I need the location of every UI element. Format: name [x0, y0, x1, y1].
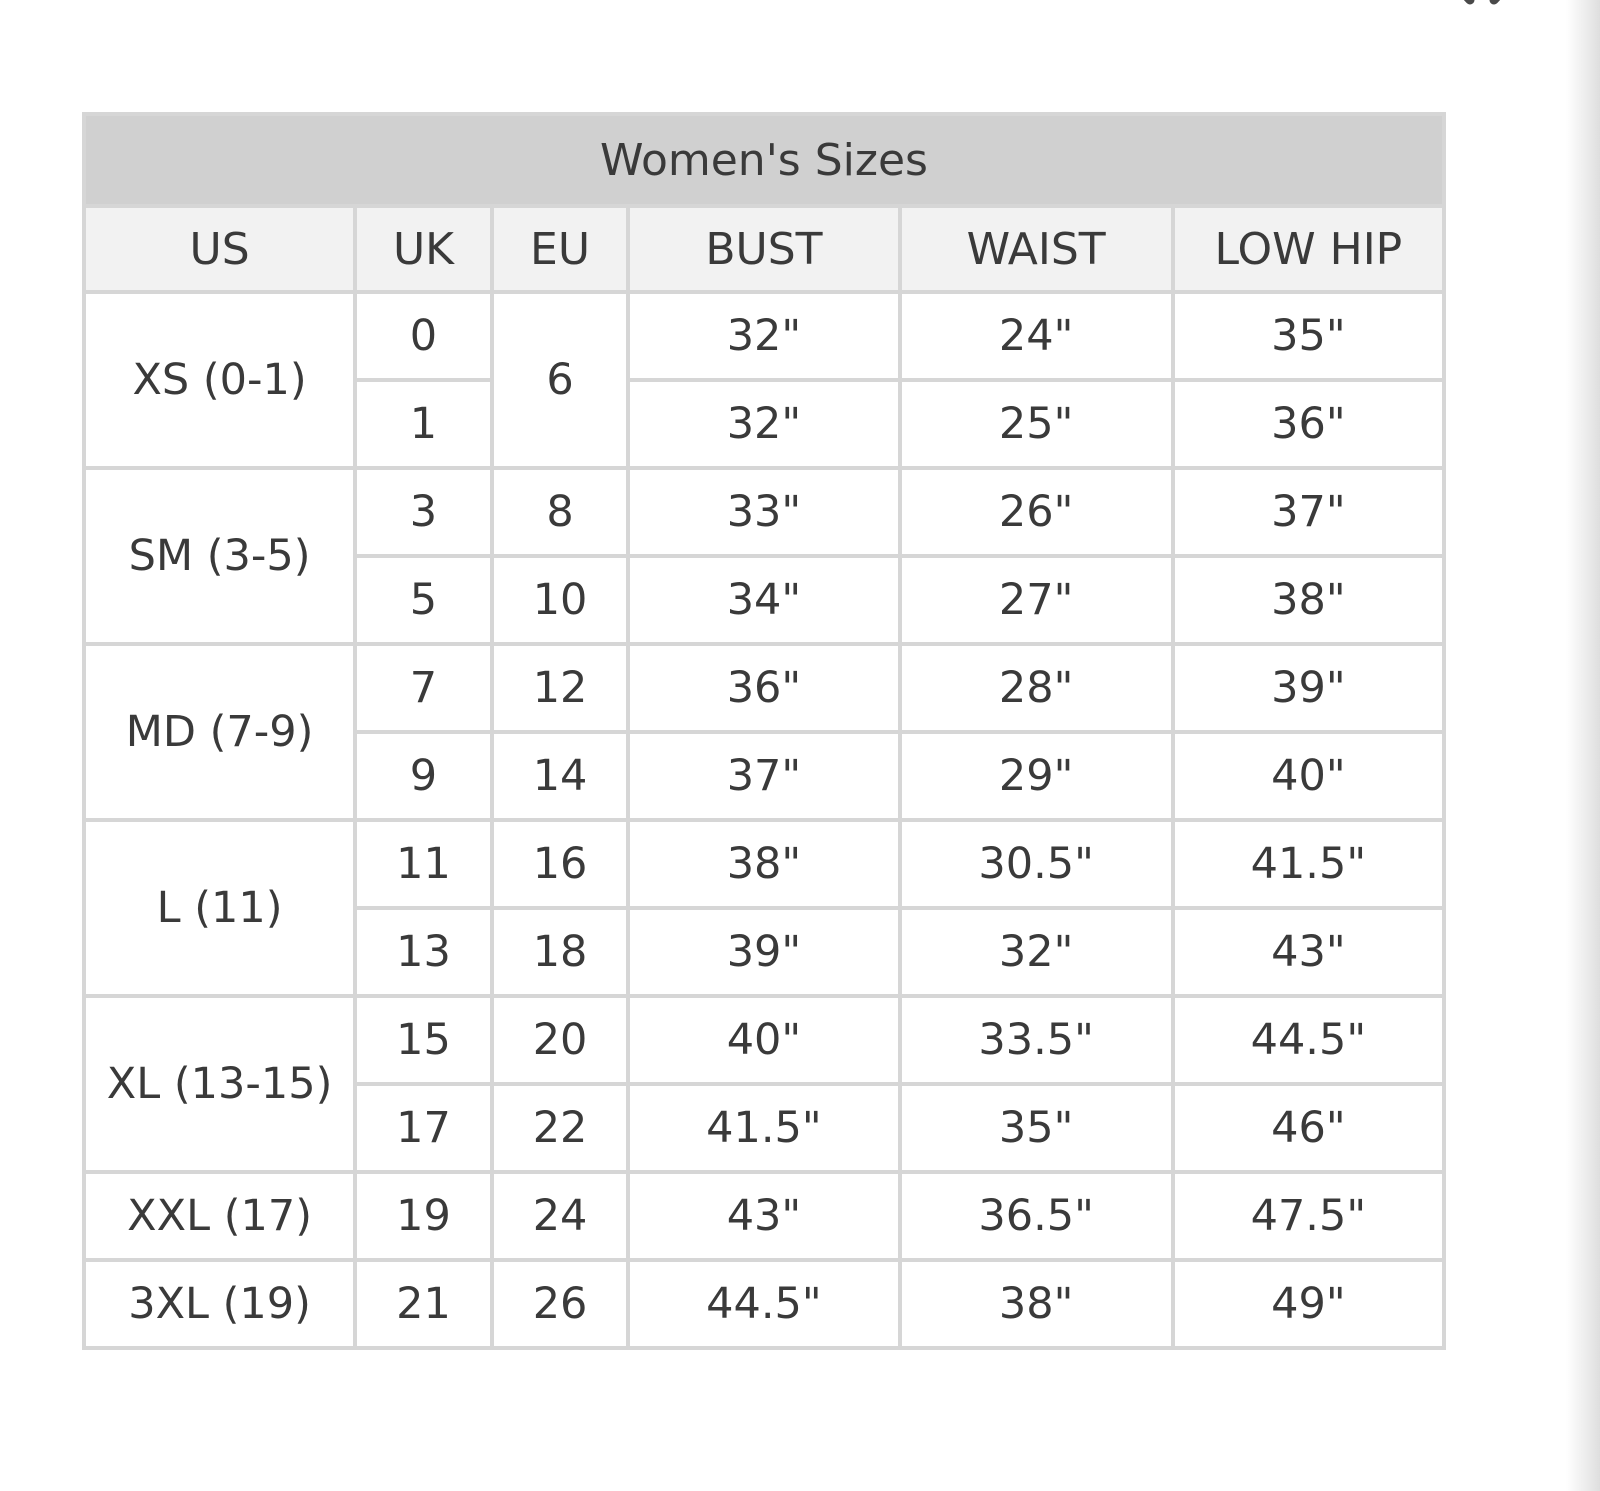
cell-bust: 41.5": [628, 1084, 899, 1172]
cell-bust: 40": [628, 996, 899, 1084]
cell-low-hip: 46": [1173, 1084, 1444, 1172]
cell-eu: 6: [492, 292, 629, 468]
column-header-eu: EU: [492, 206, 629, 292]
cell-uk: 5: [355, 556, 492, 644]
cell-waist: 36.5": [900, 1172, 1173, 1260]
cell-waist: 29": [900, 732, 1173, 820]
cell-us: MD (7-9): [84, 644, 355, 820]
cell-waist: 26": [900, 468, 1173, 556]
cell-waist: 30.5": [900, 820, 1173, 908]
cell-uk: 3: [355, 468, 492, 556]
cell-bust: 33": [628, 468, 899, 556]
cell-waist: 32": [900, 908, 1173, 996]
cell-uk: 19: [355, 1172, 492, 1260]
cell-bust: 32": [628, 380, 899, 468]
cell-us: SM (3-5): [84, 468, 355, 644]
cell-uk: 1: [355, 380, 492, 468]
cell-uk: 0: [355, 292, 492, 380]
cell-uk: 13: [355, 908, 492, 996]
cell-uk: 7: [355, 644, 492, 732]
cell-eu: 12: [492, 644, 629, 732]
cell-eu: 22: [492, 1084, 629, 1172]
cell-low-hip: 47.5": [1173, 1172, 1444, 1260]
table-row: [84, 996, 1444, 1084]
cell-eu: 10: [492, 556, 629, 644]
cell-low-hip: 44.5": [1173, 996, 1444, 1084]
page-edge-shadow: [1566, 0, 1600, 1491]
column-header-bust: BUST: [628, 206, 899, 292]
table-row: [84, 820, 1444, 908]
table-row: [84, 1172, 1444, 1260]
cell-waist: 24": [900, 292, 1173, 380]
cell-bust: 34": [628, 556, 899, 644]
cell-bust: 44.5": [628, 1260, 899, 1348]
cell-us: XL (13-15): [84, 996, 355, 1172]
header-row: [84, 206, 1444, 292]
table-row: [84, 292, 1444, 380]
column-header-us: US: [84, 206, 355, 292]
cell-waist: 27": [900, 556, 1173, 644]
cell-waist: 25": [900, 380, 1173, 468]
size-chart-table: [82, 112, 1446, 1350]
table-row: [84, 644, 1444, 732]
cell-low-hip: 41.5": [1173, 820, 1444, 908]
cell-us: 3XL (19): [84, 1260, 355, 1348]
column-header-waist: WAIST: [900, 206, 1173, 292]
cell-low-hip: 36": [1173, 380, 1444, 468]
column-header-uk: UK: [355, 206, 492, 292]
cell-eu: 20: [492, 996, 629, 1084]
cell-bust: 43": [628, 1172, 899, 1260]
cell-us: XS (0-1): [84, 292, 355, 468]
cell-low-hip: 38": [1173, 556, 1444, 644]
close-icon[interactable]: [1440, 0, 1520, 14]
title-row: [84, 114, 1444, 206]
cell-waist: 33.5": [900, 996, 1173, 1084]
cell-bust: 37": [628, 732, 899, 820]
cell-eu: 16: [492, 820, 629, 908]
cell-uk: 9: [355, 732, 492, 820]
cell-uk: 15: [355, 996, 492, 1084]
cell-eu: 24: [492, 1172, 629, 1260]
cell-low-hip: 35": [1173, 292, 1444, 380]
cell-waist: 35": [900, 1084, 1173, 1172]
table-row: [84, 1260, 1444, 1348]
cell-uk: 17: [355, 1084, 492, 1172]
column-header-low-hip: LOW HIP: [1173, 206, 1444, 292]
cell-waist: 38": [900, 1260, 1173, 1348]
cell-bust: 38": [628, 820, 899, 908]
cell-low-hip: 49": [1173, 1260, 1444, 1348]
cell-eu: 18: [492, 908, 629, 996]
cell-eu: 8: [492, 468, 629, 556]
cell-waist: 28": [900, 644, 1173, 732]
cell-low-hip: 37": [1173, 468, 1444, 556]
cell-bust: 32": [628, 292, 899, 380]
cell-low-hip: 39": [1173, 644, 1444, 732]
cell-us: L (11): [84, 820, 355, 996]
cell-bust: 39": [628, 908, 899, 996]
table-row: [84, 468, 1444, 556]
cell-bust: 36": [628, 644, 899, 732]
cell-low-hip: 43": [1173, 908, 1444, 996]
cell-uk: 21: [355, 1260, 492, 1348]
cell-us: XXL (17): [84, 1172, 355, 1260]
table-title: Women's Sizes: [84, 114, 1444, 206]
cell-eu: 14: [492, 732, 629, 820]
cell-uk: 11: [355, 820, 492, 908]
cell-low-hip: 40": [1173, 732, 1444, 820]
cell-eu: 26: [492, 1260, 629, 1348]
